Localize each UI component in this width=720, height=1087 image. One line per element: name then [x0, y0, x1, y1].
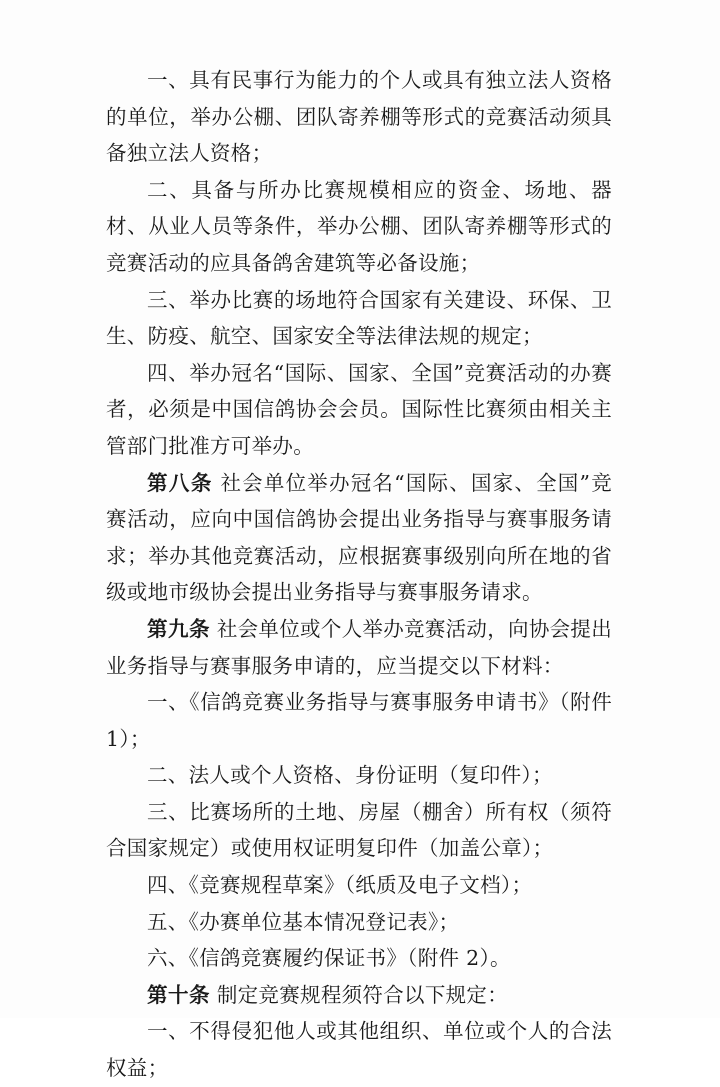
paragraph-text: 制定竞赛规程须符合以下规定： — [210, 982, 509, 1007]
article-8 — [106, 465, 612, 611]
material-item-3 — [106, 794, 612, 867]
material-item-2 — [106, 757, 612, 794]
material-item-6 — [106, 940, 612, 977]
paragraph-text: 三、举办比赛的场地符合国家有关建设、环保、卫生、防疫、航空、国家安全等法律法规的规定； — [106, 287, 612, 349]
paragraph-item-1 — [106, 62, 612, 172]
paragraph-item-3 — [106, 282, 612, 355]
article-label: 第八条 — [147, 470, 213, 495]
material-item-5 — [106, 904, 612, 941]
paragraph-text: 五、《办赛单位基本情况登记表》； — [147, 909, 460, 934]
document-body — [106, 62, 612, 1087]
paragraph-text: 社会单位举办冠名“国际、国家、全国”竞赛活动，应向中国信鸽协会提出业务指导与赛事服务请求；举办其他竞赛活动，应根据赛事级别向所在地的省级或地市级协会提出业务指导与赛事服务请求。 — [106, 470, 612, 605]
paragraph-text: 一、不得侵犯他人或其他组织、单位或个人的合法权益； — [106, 1019, 612, 1081]
article-label: 第九条 — [147, 616, 210, 641]
article-9 — [106, 611, 612, 684]
paragraph-text: 二、法人或个人资格、身份证明（复印件）； — [147, 763, 553, 788]
material-item-1 — [106, 684, 612, 757]
paragraph-text: 三、比赛场所的土地、房屋（棚舍）所有权（须符合国家规定）或使用权证明复印件（加盖公章）； — [106, 799, 612, 861]
paragraph-text: 社会单位或个人举办竞赛活动，向协会提出业务指导与赛事服务申请的，应当提交以下材料： — [106, 616, 613, 678]
paragraph-text: 四、举办冠名“国际、国家、全国”竞赛活动的办赛者，必须是中国信鸽协会会员。国际性比赛须由相关主管部门批准方可举办。 — [106, 360, 612, 458]
paragraph-text: 二、具备与所办比赛规模相应的资金、场地、器材、从业人员等条件，举办公棚、团队寄养棚等形式的竞赛活动的应具备鸽舍建筑等必备设施； — [106, 177, 612, 275]
paragraph-item-2 — [106, 172, 612, 282]
article-label: 第十条 — [147, 982, 210, 1007]
paragraph-text: 一、《信鸽竞赛业务指导与赛事服务申请书》（附件 1）； — [106, 690, 612, 751]
article-10 — [106, 977, 612, 1014]
material-item-4 — [106, 867, 612, 904]
paragraph-text: 四、《竞赛规程草案》（纸质及电子文档）； — [147, 873, 533, 898]
paragraph-text: 一、具有民事行为能力的个人或具有独立法人资格的单位，举办公棚、团队寄养棚等形式的竞赛活动须具备独立法人资格； — [106, 68, 612, 166]
paragraph-item-4 — [106, 355, 612, 465]
paragraph-text: 六、《信鸽竞赛履约保证书》（附件 2）。 — [147, 946, 511, 971]
rule-item-1 — [106, 1013, 612, 1086]
